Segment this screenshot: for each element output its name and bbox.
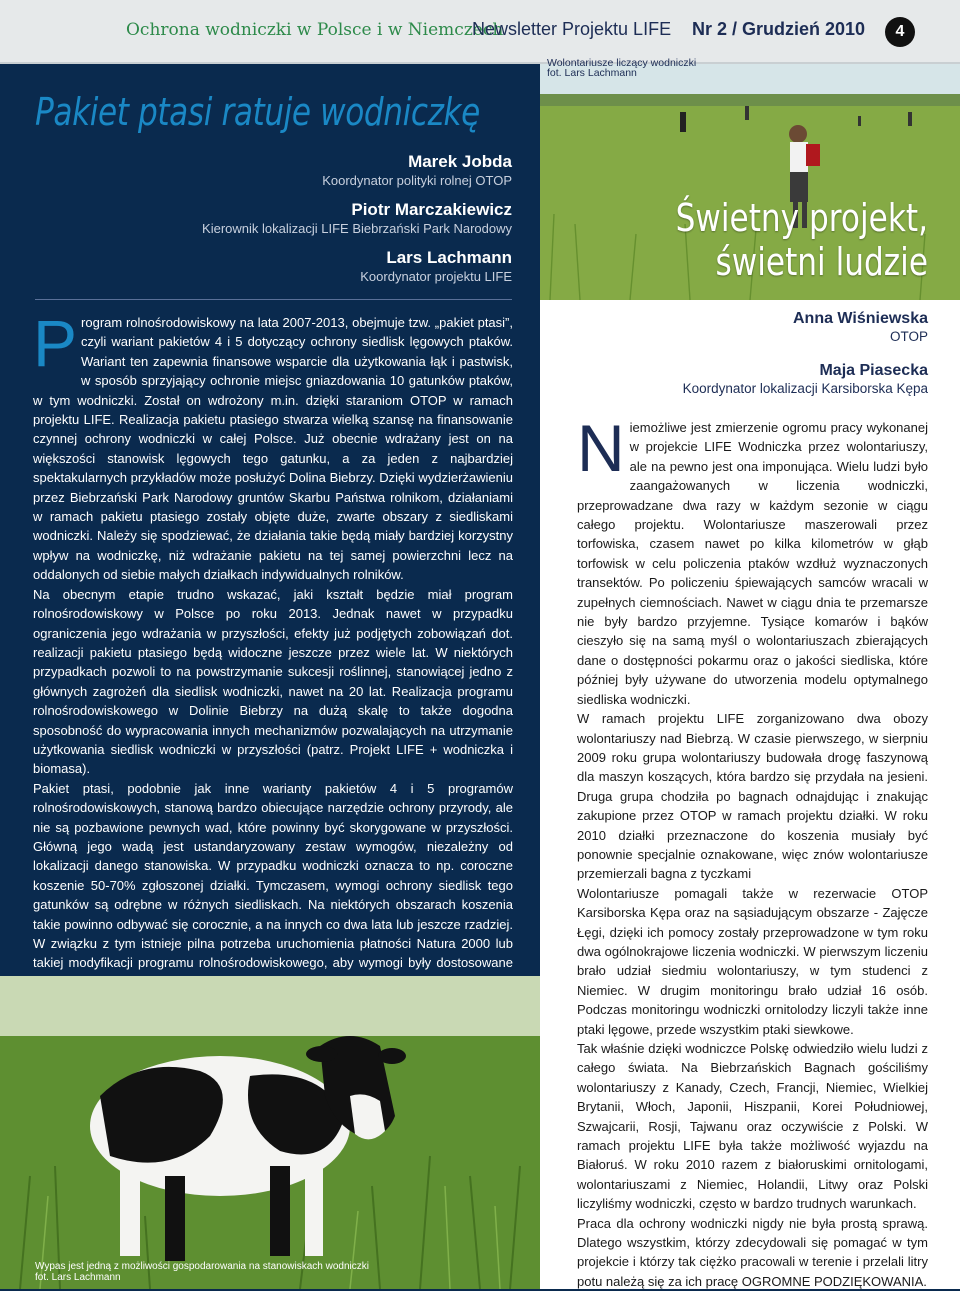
left-first-paragraph: rogram rolnośrodowiskowy na lata 2007-2013, obejmuje tzw. „pakiet ptasi”, czyli wariant pakietów 4 i 5 dotyczący ochrony siedlisk lęgowych ptaków. Wariant ten zapewnia finansowe wsparcie dla użytkowania łąk i pastwisk, w sposób sprzyjający ochronie miejsc gniazdowania 10 gatunków ptaków, w tym wodniczki. Został on wdrożony m.in. dzięki staraniom OTOP w ramach projektu LIFE. Realizacja pakietu ptasiego stwarza wielką szansę na finansowanie czynnej ochrony wodniczki w całej Polsce. Już obecnie wdrażany jest on na większości stanowisk lęgowych tego gatunku, a za jeden z najbardziej spektakularnych przykładów może posłużyć Dolina Biebrzy. Dzięki wydzierżawieniu przez Biebrzański Park Narodowy gruntów Skarbu Państwa rolnikom, działaniami w ramach pakietu ptasiego zostały objęte duże, zwarte obszary z siedliskami wodniczki. Należy się spodziewać, że działania takie będą miały bardziej korzystny wpływ na wodniczkę, niż wdrażanie pakietu na tej samej powierzchni lecz na oddalonych od siebie małych działkach indywidualnych rolników. — [33, 315, 513, 583]
author-name: Marek Jobda — [408, 152, 512, 171]
author-name: Anna Wiśniewska — [792, 310, 928, 327]
right-article-body — [577, 411, 928, 1291]
left-paragraph — [33, 306, 513, 585]
author-name: Lars Lachmann — [386, 248, 512, 267]
right-article-authors — [560, 310, 928, 414]
header-issue: Nr 2 / Grudzień 2010 — [692, 19, 866, 39]
cow-photo-caption — [35, 1261, 369, 1283]
cow-caption-credit: fot. Lars Lachmann — [35, 1272, 121, 1283]
left-paragraph: Pakiet ptasi, podobnie jak inne warianty pakietów 4 i 5 programów rolnośrodowiskowych, stanową bardzo obiecujące narzędzie ochrony przyrody, ale nie są pozbawione pewnych wad, które powinny być skorygowane w przyszłości. Główną jego wadą jest ustandaryzowany zestaw wymogów, niezależny od lokalizacji danego stanowiska. W przypadku wodniczki oznacza to np. coroczne koszenie 50-70% zgłoszonej działki. Tymczasem, wymogi ochrony siedlisk tego gatunków są odrębne w różnych siedliskach. Na niektórych obszarach koszenia takie powinno odbywać się corocznie, a na innych co dwa lata lub jeszcze rzadziej. W związku z tym istnieje pilna potrzeba uruchomienia płatności Natura 2000 lub takiej modyfikacji programu rolnośrodowiskowego, aby wymogi były dostosowane — [33, 780, 513, 971]
author-name: Piotr Marczakiewicz — [351, 200, 512, 219]
right-title-line2: świetni ludzie — [715, 240, 928, 284]
volunteers-caption-credit: fot. Lars Lachmann — [547, 67, 637, 79]
right-first-paragraph: iemożliwe jest zmierzenie ogromu pracy wykonanej w projekcie LIFE Wodniczka przez wolontariuszy, ale na pewno jest ona imponująca. Wielu ludzi było zaangażowanych w liczenia wodniczki, przeprowadzane dwa razy w każdym sezonie w ciągu całego projektu. Wolontariusze maszerowali przez torfowiska, czasem nawet po kilka kilometrów w głąb torfowisk w celu policzenia ptaków wzdłuż wyznaczonych transektów. Po policzeniu śpiewających samców wracali w zupełnych ciemnościach. Nawet w ciągu dnia te przemarsze nie były bardzo przyjemne. Tysiące komarów i bąków cieszyło się na samą myśl o wolontariuszach zbierających dane o dostępności pokarmu oraz o jakości siedliska, które później były używane do utworzenia modelu optymalnego siedliska wodniczki. — [577, 420, 928, 707]
right-paragraph: Wolontariusze pomagali także w rezerwacie OTOP Karsiborska Kępa oraz na sąsiadującym obszarze - Zajęcze Łęgi, dzięki ich pomocy zostały przeprowadzone w tym roku dwa ogólnokrajowe liczenia wodniczki. W pierwszym liczeniu brało udział siedmiu wolontariuszy, w tym studenci z Niemiec. W drugim monitoringu brało udział 16 osób. Podczas monitoringu wodniczki ornitolodzy liczyli także inne ptaki lęgowe, przede wszystkim ptaki siewkowe. — [577, 885, 928, 1037]
cow-caption-text: Wypas jest jedną z możliwości gospodarowania na stanowiskach wodniczki — [35, 1261, 369, 1272]
cow-photo — [0, 976, 540, 1289]
left-paragraph: Na obecnym etapie trudno wskazać, jaki kształt będzie miał program rolnośrodowiskowy w Polsce po roku 2013. Jednak nawet w przypadku ograniczenia jego wdrażania w przyszłości, efekty już podjętych zobowiązań dot. realizacji pakietu ptasiego będą widoczne jeszcze przez wiele lat. W niektórych przypadkach pozwoli to na powstrzymanie sukcesji roślinnej, stanowiącej jedno z głównych zagrożeń dla siedlisk wodniczki, nawet na 20 lat. Realizacja programu rolnośrodowiskowego w Dolinie Biebrzy na dużą skalę to także dogodna sposobność do wypracowania innych mechanizmów pozwalających na utrzymanie użytkowania siedlisk wodniczki w przyszłości (patrz. Projekt LIFE + wodniczka i biomasa). — [33, 586, 513, 777]
left-article-title: Pakiet ptasi ratuje wodniczkę — [35, 90, 480, 134]
page-number-badge: 4 — [885, 17, 915, 47]
author-role: Kierownik lokalizacji LIFE Biebrzański Park Narodowy — [202, 221, 512, 236]
right-title-line1: Świetny projekt, — [675, 196, 928, 240]
volunteers-photo-caption — [547, 58, 696, 78]
dropcap: P — [33, 306, 78, 380]
authors-divider — [35, 299, 512, 300]
header-newsletter-name: Newsletter Projektu LIFE — [472, 19, 672, 39]
dropcap: N — [577, 411, 625, 485]
newsletter-header — [0, 0, 960, 64]
left-article-authors — [202, 152, 512, 296]
author-role: Koordynator projektu LIFE — [360, 269, 512, 284]
left-article-body — [33, 306, 513, 1050]
right-paragraph — [577, 411, 928, 709]
author-role: OTOP — [889, 329, 928, 344]
author-role: Koordynator lokalizacji Karsiborska Kępa — [682, 381, 928, 396]
cow-illustration — [0, 976, 540, 1289]
right-paragraph: W ramach projektu LIFE zorganizowano dwa obozy wolontariuszy nad Biebrzą. W czasie pierwszego, w sierpniu 2009 roku grupa wolontariuszy budowała drogę faszynową dla maszyn koszących, która bardzo się przydała na jesieni. Druga grupa chodziła po bagnach odnajdując i znakując zakupione przez OTOP w ramach projektu działki. W roku 2010 działki przeznaczone do koszenia musiały być ponownie specjalnie oznakowane, więc znów wolontariusze przemierzali bagna z tyczkami — [577, 711, 928, 882]
right-article-title — [610, 196, 928, 284]
volunteers-caption-text: Wolontariusze liczący wodniczki — [547, 57, 697, 69]
right-paragraph: Tak właśnie dzięki wodniczce Polskę odwiedziło wielu ludzi z całego świata. Na Biebrzańskich Bagnach gościliśmy wolontariuszy z Kanady, Czech, Francji, Niemiec, Wielkiej Brytanii, Włoch, Japonii, Hiszpanii, Korei Południowej, Szwajcarii, Rosji, Tajwanu oraz oczywiście z Polski. W ramach projektu LIFE była także możliwość wyjazdu na Białoruś. W roku 2010 razem z białoruskimi ornitologami, wolontariuszami z Niemiec, Holandii, Litwy oraz Polski liczyliśmy wodniczki, często w bardzo trudnych warunkach. — [577, 1041, 928, 1212]
author-role: Koordynator polityki rolnej OTOP — [322, 173, 512, 188]
author-name: Maja Piasecka — [819, 362, 928, 379]
right-paragraph: Praca dla ochrony wodniczki nigdy nie była prostą sprawą. Dlatego wszystkim, którzy zdecydowali się pomagać w tym projekcie i którzy tak ciężko pracowali w terenie i przelali litry potu należą się za ich pracę OGROMNE PODZIĘKOWANIA. — [577, 1215, 928, 1289]
header-series-title: Ochrona wodniczki w Polsce i w Niemczech — [126, 20, 504, 40]
